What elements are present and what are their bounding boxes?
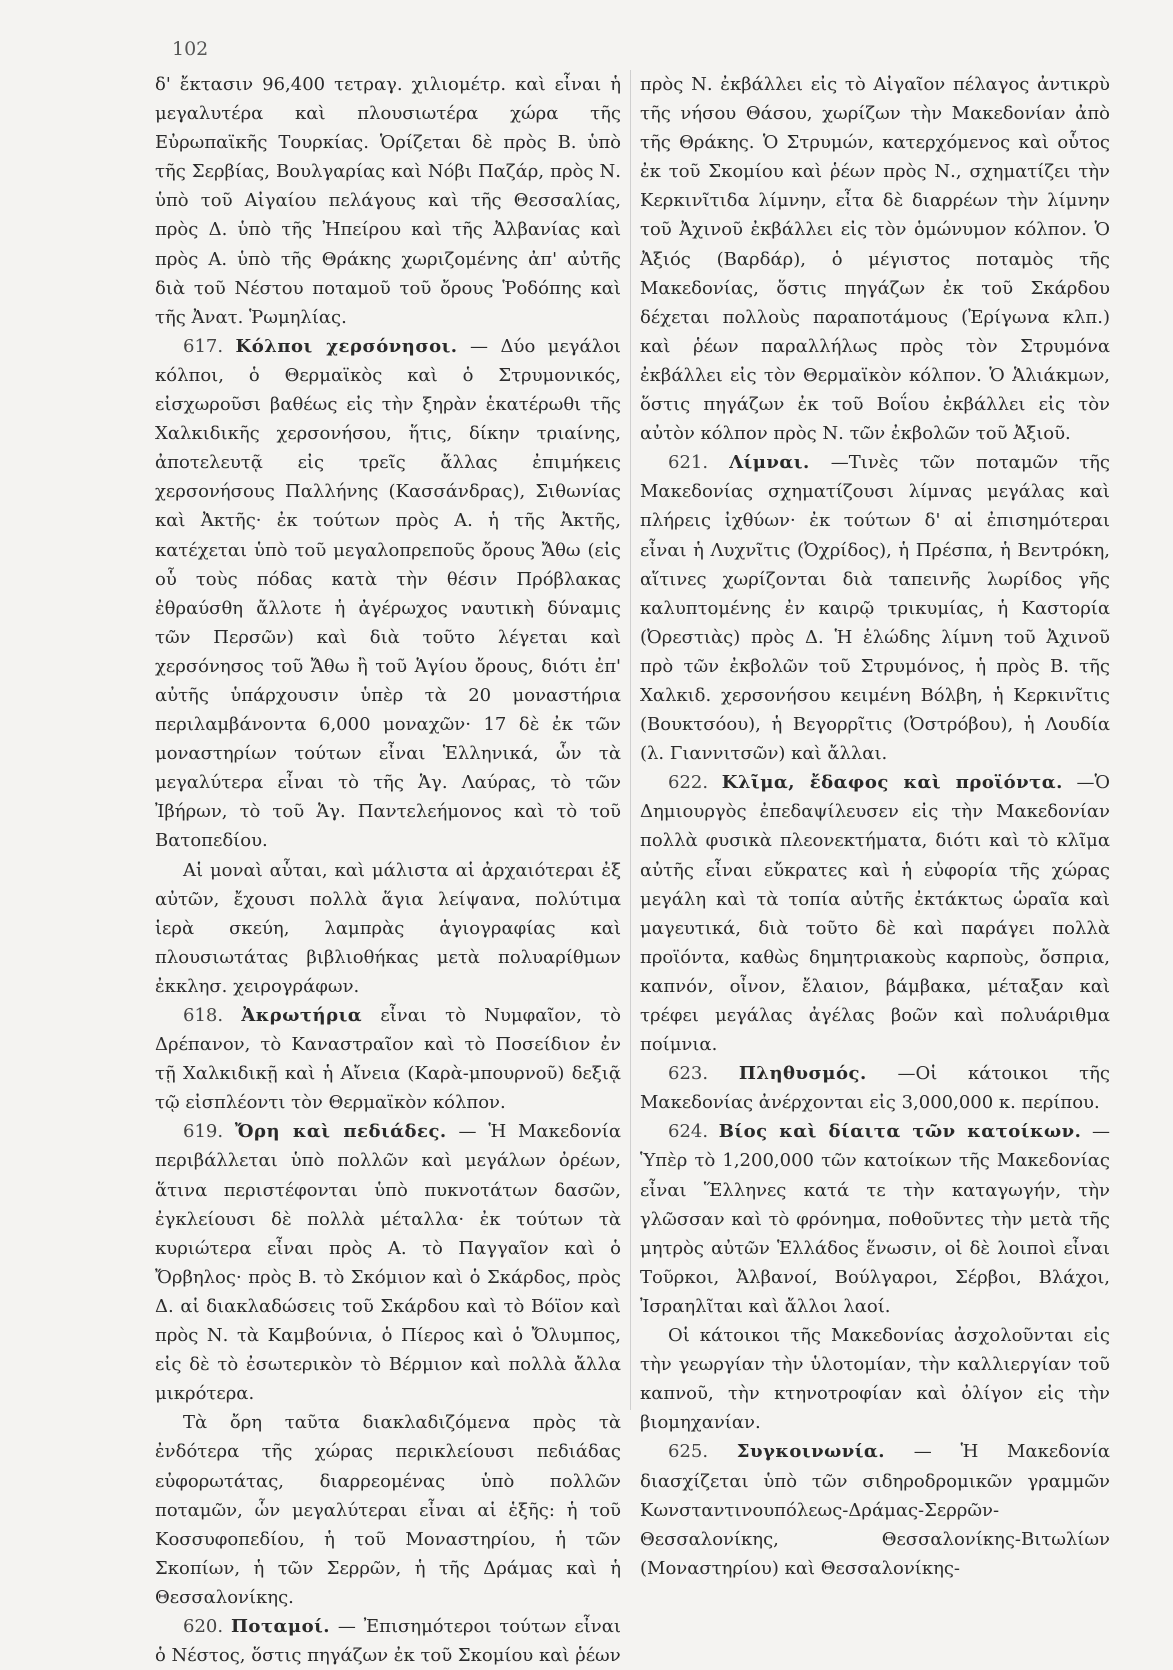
section-number: 619. xyxy=(183,1121,224,1143)
section-624 xyxy=(640,1117,1110,1321)
right-column xyxy=(640,70,1110,1583)
section-619 xyxy=(155,1117,621,1408)
section-621 xyxy=(640,448,1110,768)
page-number: 102 xyxy=(172,38,209,60)
section-number: 620. xyxy=(183,1615,224,1637)
section-622 xyxy=(640,768,1110,1059)
section-617 xyxy=(155,332,621,856)
plains-paragraph: Τὰ ὄρη ταῦτα διακλαδιζόμενα πρὸς τὰ ἐνδότερα τῆς χώρας περικλείουσι πεδιάδας εὐφορωτάτας, διαρρεομένας ὑπὸ πολλῶν ποταμῶν, ὧν μεγαλύτεραι εἶναι αἱ ἑξῆς: ἡ τοῦ Κοσσυφοπεδίου, ἡ τοῦ Μοναστηρίου, ἡ τῶν Σκοπίων, ἡ τῶν Σερρῶν, ἡ τῆς Δράμας καὶ ἡ Θεσσαλονίκης. xyxy=(155,1412,621,1608)
section-number: 623. xyxy=(668,1063,709,1085)
occupations-paragraph: Οἱ κάτοικοι τῆς Μακεδονίας ἀσχολοῦνται εἰς τὴν γεωργίαν τὴν ὑλοτομίαν, τὴν καλλιεργίαν τοῦ καπνοῦ, τὴν κτηνοτροφίαν καὶ ὀλίγον εἰς τὴν βιομηχανίαν. xyxy=(640,1325,1110,1434)
section-heading: Κόλποι χερσόνησοι. xyxy=(235,335,458,357)
section-618 xyxy=(155,1001,621,1117)
section-text: —Ὁ Δημιουργὸς ἐπεδαψίλευσεν εἰς τὴν Μακεδονίαν πολλὰ φυσικὰ πλεονεκτήματα, διότι καὶ τὸ κλῖμα αὐτῆς εἶναι εὔκρατες καὶ ἡ εὐφορία τῆς χώρας μεγάλη καὶ τὰ τοπία αὐτῆς ἐκτάκτως ὡραῖα καὶ μαγευτικά, διὰ τοῦτο δὲ καὶ παράγει πολλὰ προϊόντα, καθὼς δημητριακοὺς καρποὺς, ὄσπρια, καπνόν, οἶνον, ἔλαιον, βάμβακα, μέταξαν καὶ τρέφει μεγάλας ἀγέλας βοῶν καὶ πολυάριθμα ποίμνια. xyxy=(640,772,1110,1056)
section-number: 624. xyxy=(668,1121,709,1143)
section-heading: Βίος καὶ δίαιτα τῶν κατοίκων. xyxy=(718,1121,1082,1143)
section-text: εἶναι τὸ Νυμφαῖον, τὸ Δρέπανον, τὸ Καναστραῖον καὶ τὸ Ποσείδιον ἐν τῇ Χαλκιδικῇ καὶ ἡ Αἴνεια (Καρὰ-μπουρνοῦ) δεξιᾷ τῷ εἰσπλέοντι τὸν Θερμαϊκὸν κόλπον. xyxy=(155,1005,621,1114)
section-heading: Κλῖμα, ἔδαφος καὶ προϊόντα. xyxy=(721,772,1063,794)
section-heading: Συγκοινωνία. xyxy=(736,1441,886,1463)
section-text: — Ἐπισημότεροι τούτων εἶναι ὁ Νέστος, ὅστις πηγάζων ἐκ τοῦ Σκομίου καὶ ῥέων xyxy=(155,1615,621,1667)
section-text: — Δύο μεγάλοι κόλποι, ὁ Θερμαϊκὸς καὶ ὁ Στρυμονικός, εἰσχωροῦσι βαθέως εἰς τὴν ξηρὰν ἑκατέρωθι τῆς Χαλκιδικῆς χερσονήσου, ἥτις, δίκην τριαίνης, ἀποτελευτᾷ εἰς τρεῖς ἄλλας ἐπιμήκεις χερσονήσους Παλλήνης (Κασσάνδρας), Σιθωνίας καὶ Ἀκτῆς· ἐκ τούτων πρὸς Α. ἡ τῆς Ἀκτῆς, κατέχεται ὑπὸ τοῦ μεγαλοπρεποῦς ὄρους Ἄθω (εἰς οὗ τοὺς πόδας κατὰ τὴν θέσιν Πρόβλακας ἐθραύσθη ἄλλοτε ἡ ἀγέρωχος ναυτικὴ δύναμις τῶν Περσῶν) καὶ διὰ τοῦτο λέγεται καὶ χερσόνησος τοῦ Ἄθω ἢ τοῦ Ἁγίου ὄρους, διότι ἐπ' αὐτῆς ὑπάρχουσιν ὑπὲρ τὰ 20 μοναστήρια περιλαμβάνοντα 6,000 μοναχῶν· 17 δὲ ἐκ τῶν μοναστηρίων τούτων εἶναι Ἑλληνικά, ὧν τὰ μεγαλύτερα εἶναι τὸ τῆς Ἁγ. Λαύρας, τὸ τῶν Ἰβήρων, τὸ τοῦ Ἁγ. Παντελεήμονος καὶ τὸ τοῦ Βατοπεδίου. xyxy=(155,335,621,852)
section-number: 622. xyxy=(668,772,709,794)
section-heading: Πληθυσμός. xyxy=(738,1063,867,1085)
left-column xyxy=(155,70,621,1670)
section-text: — Ὑπὲρ τὸ 1,200,000 τῶν κατοίκων τῆς Μακεδονίας εἶναι Ἕλληνες κατά τε τὴν καταγωγήν, τὴν γλῶσσαν καὶ τὸ φρόνημα, ποθοῦντες τὴν μετὰ τῆς μητρὸς αὐτῶν Ἑλλάδος ἕνωσιν, οἱ δὲ λοιποὶ εἶναι Τοῦρκοι, Ἀλβανοί, Βούλγαροι, Σέρβοι, Βλάχοι, Ἰσραηλῖται καὶ ἄλλοι λαοί. xyxy=(640,1121,1110,1317)
section-heading: Ὄρη καὶ πεδιάδες. xyxy=(234,1121,447,1143)
section-heading: Λίμναι. xyxy=(729,452,810,474)
section-number: 618. xyxy=(183,1005,224,1026)
intro-paragraph: δ' ἔκτασιν 96,400 τετραγ. χιλιομέτρ. καὶ εἶναι ἡ μεγαλυτέρα καὶ πλουσιωτέρα χώρα τῆς Εὐρωπαϊκῆς Τουρκίας. Ὁρίζεται δὲ πρὸς Β. ὑπὸ τῆς Σερβίας, Βουλγαρίας καὶ Νόβι Παζάρ, πρὸς Ν. ὑπὸ τοῦ Αἰγαίου πελάγους καὶ τῆς Θεσσαλίας, πρὸς Δ. ὑπὸ τῆς Ἠπείρου καὶ τῆς Ἀλβανίας καὶ πρὸς Α. ὑπὸ τῆς Θράκης χωριζομένης ἀπ' αὐτῆς διὰ τοῦ Νέστου ποταμοῦ τοῦ ὄρους Ῥοδόπης καὶ τῆς Ἀνατ. Ῥωμηλίας. xyxy=(155,74,621,328)
rivers-continued-paragraph: πρὸς Ν. ἐκβάλλει εἰς τὸ Αἰγαῖον πέλαγος ἀντικρὺ τῆς νήσου Θάσου, χωρίζων τὴν Μακεδονίαν ἀπὸ τῆς Θράκης. Ὁ Στρυμών, κατερχόμενος καὶ οὗτος ἐκ τοῦ Σκομίου καὶ ῥέων πρὸς Ν., σχηματίζει τὴν Κερκινῖτιδα λίμνην, εἶτα δὲ διαρρέων τὴν λίμνην τοῦ Ἀχινοῦ ἐκβάλλει εἰς τὸν ὁμώνυμον κόλπον. Ὁ Ἀξιός (Βαρδάρ), ὁ μέγιστος ποταμὸς τῆς Μακεδονίας, ὅστις πηγάζων ἐκ τοῦ Σκάρδου δέχεται πολλοὺς παραποτάμους (Ἐρίγωνα κλπ.) καὶ ῥέων παραλλήλως πρὸς τὸν Στρυμόνα ἐκβάλλει εἰς τὸν Θερμαϊκὸν κόλπον. Ὁ Ἁλιάκμων, ὅστις πηγάζων ἐκ τοῦ Βοΐου ἐκβάλλει εἰς τὸν αὐτὸν κόλπον πρὸς Ν. τῶν ἐκβολῶν τοῦ Ἀξιοῦ. xyxy=(640,74,1110,445)
section-text: —Οἱ κάτοικοι τῆς Μακεδονίας ἀνέρχονται εἰς 3,000,000 κ. περίπου. xyxy=(640,1063,1110,1114)
section-text: — Ἡ Μακεδονία διασχίζεται ὑπὸ τῶν σιδηροδρομικῶν γραμμῶν Κωνσταντινουπόλεως-Δράμας-Σερρῶν-Θεσσαλονίκης, Θεσσαλονίκης-Βιτωλίων (Μοναστηρίου) καὶ Θεσσαλονίκης- xyxy=(640,1441,1110,1579)
section-text: — Ἡ Μακεδονία περιβάλλεται ὑπὸ πολλῶν καὶ μεγάλων ὀρέων, ἅτινα περιστέφονται ὑπὸ πυκνοτάτων δασῶν, ἐγκλείουσι δὲ πολλὰ μέταλλα· ἐκ τούτων τὰ κυριώτερα εἶναι πρὸς Α. τὸ Παγγαῖον καὶ ὁ Ὄρβηλος· πρὸς Β. τὸ Σκόμιον καὶ ὁ Σκάρδος, πρὸς Δ. αἱ διακλαδώσεις τοῦ Σκάρδου καὶ τὸ Βόϊον καὶ πρὸς Ν. τὰ Καμβούνια, ὁ Πίερος καὶ ὁ Ὄλυμπος, εἰς δὲ τὸ ἐσωτερικὸν τὸ Βέρμιον καὶ πολλὰ ἄλλα μικρότερα. xyxy=(155,1121,621,1405)
column-divider xyxy=(630,70,631,1410)
section-625 xyxy=(640,1437,1110,1582)
monasteries-paragraph: Αἱ μοναὶ αὗται, καὶ μάλιστα αἱ ἀρχαιότεραι ἐξ αὐτῶν, ἔχουσι πολλὰ ἅγια λείψανα, πολύτιμα ἱερὰ σκεύη, λαμπρὰς ἁγιογραφίας καὶ πλουσιωτάτας βιβλιοθήκας μετὰ πολυαρίθμων ἐκκλησ. χειρογράφων. xyxy=(155,859,621,997)
section-number: 617. xyxy=(183,335,224,357)
section-number: 621. xyxy=(668,452,709,474)
section-623 xyxy=(640,1059,1110,1117)
section-text: —Τινὲς τῶν ποταμῶν τῆς Μακεδονίας σχηματίζουσι λίμνας μεγάλας καὶ πλήρεις ἰχθύων· ἐκ τούτων δ' αἱ ἐπισημότεραι εἶναι ἡ Λυχνῖτις (Ὀχρίδος), ἡ Πρέσπα, ἡ Βεντρόκη, αἵτινες χωρίζονται διὰ ταπεινῆς λωρίδος γῆς καλυπτομένης ἐν καιρῷ τρικυμίας, ἡ Καστορία (Ὀρεστιὰς) πρὸς Δ. Ἡ ἑλώδης λίμνη τοῦ Ἀχινοῦ πρὸ τῶν ἐκβολῶν τοῦ Στρυμόνος, ἡ πρὸς Β. τῆς Χαλκιδ. χερσονήσου κειμένη Βόλβη, ἡ Κερκινῖτις (Βουκτσόου), ἡ Βεγορρῖτις (Ὀστρόβου), ἡ Λουδία (λ. Γιαννιτσῶν) καὶ ἄλλαι. xyxy=(640,452,1110,765)
section-heading: Ἀκρωτήρια xyxy=(241,1005,363,1026)
section-number: 625. xyxy=(668,1441,709,1463)
section-heading: Ποταμοί. xyxy=(230,1615,331,1637)
section-620 xyxy=(155,1612,621,1670)
